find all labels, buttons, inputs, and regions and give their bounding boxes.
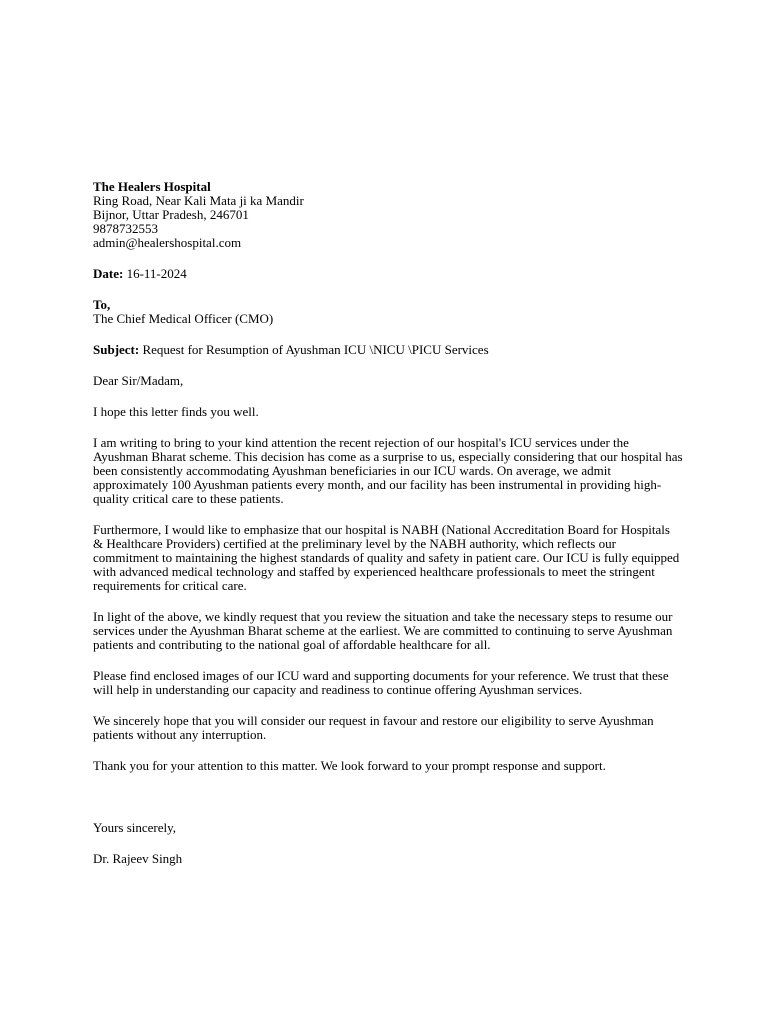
closing: Yours sincerely, (93, 820, 177, 835)
recipient-block (93, 298, 683, 326)
salutation: Dear Sir/Madam, (93, 373, 184, 388)
body-paragraph-1: I hope this letter finds you well. (93, 404, 259, 419)
sender-phone: 9878732553 (93, 221, 158, 236)
letter-page (93, 180, 683, 866)
sender-name: The Healers Hospital (93, 179, 211, 194)
body-paragraph-2: I am writing to bring to your kind attention the recent rejection of our hospital's ICU services under the Ayushman Bharat scheme. This decision has come as a surprise to us, especially considering that our hospital has been consistently accommodating Ayushman beneficiaries in our ICU wards. On average, we admit approximately 100 Ayushman patients every month, and our facility has been instrumental in providing high-quality critical care to these patients. (93, 435, 683, 506)
body-paragraph-7: Thank you for your attention to this matter. We look forward to your prompt response and support. (93, 758, 606, 773)
body-paragraph-3: Furthermore, I would like to emphasize that our hospital is NABH (National Accreditation Board for Hospitals & Healthcare Providers) certified at the preliminary level by the NABH authority, which reflects our commitment to maintaining the highest standards of quality and safety in patient care. Our ICU is fully equipped with advanced medical technology and staffed by experienced healthcare professionals to meet the stringent requirements for critical care. (93, 522, 680, 593)
body-paragraph-5: Please find enclosed images of our ICU ward and supporting documents for your reference. We trust that these will help in understanding our capacity and readiness to continue offering Ayushman services. (93, 668, 669, 697)
sender-block (93, 180, 683, 250)
signatory-name: Dr. Rajeev Singh (93, 851, 183, 866)
date-label: Date: (93, 266, 124, 281)
date-line (93, 267, 683, 281)
subject-label: Subject: (93, 342, 140, 357)
body-paragraph-4: In light of the above, we kindly request that you review the situation and take the necessary steps to resume our services under the Ayushman Bharat scheme at the earliest. We are committed to continuing to serve Ayushman patients and contributing to the national goal of affordable healthcare for all. (93, 609, 673, 652)
recipient-to-label: To, (93, 297, 111, 312)
body-paragraph-6: We sincerely hope that you will consider our request in favour and restore our eligibility to serve Ayushman patients without any interruption. (93, 713, 654, 742)
sender-email: admin@healershospital.com (93, 235, 242, 250)
sender-address-line2: Bijnor, Uttar Pradesh, 246701 (93, 207, 249, 222)
recipient-title: The Chief Medical Officer (CMO) (93, 311, 274, 326)
date-value: 16-11-2024 (126, 266, 187, 281)
sender-address-line1: Ring Road, Near Kali Mata ji ka Mandir (93, 193, 304, 208)
subject-value: Request for Resumption of Ayushman ICU \NICU \PICU Services (142, 342, 489, 357)
subject-line (93, 343, 683, 357)
